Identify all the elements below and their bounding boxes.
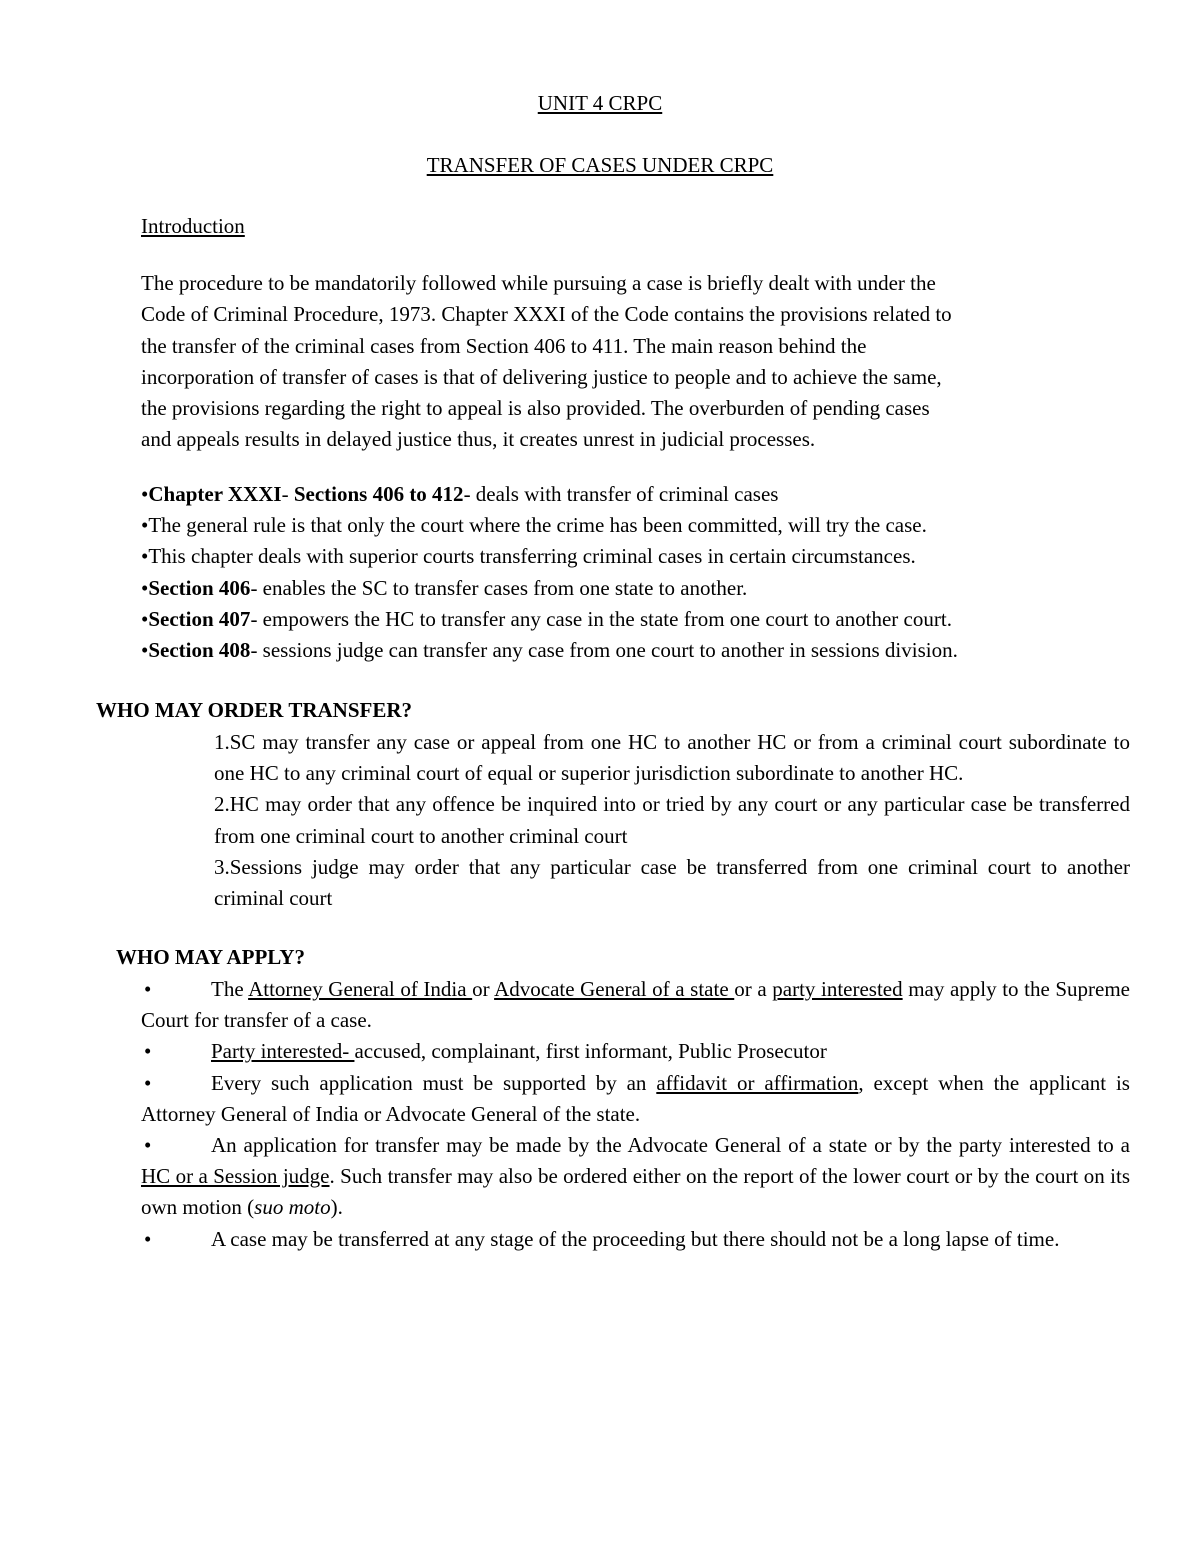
bullet-text: The general rule is that only the court where the crime has been committed, will try the case. bbox=[148, 513, 927, 538]
bold-term: Section 408 bbox=[148, 638, 251, 663]
bullet-mark: • bbox=[141, 482, 149, 506]
bullet-mark: • bbox=[141, 606, 149, 631]
list-item bbox=[141, 541, 958, 572]
order-transfer-heading: WHO MAY ORDER TRANSFER? bbox=[96, 698, 413, 722]
summary-bullet-list bbox=[141, 479, 958, 666]
item-text: Sessions judge may order that any particular case be transferred from one criminal court to another criminal court bbox=[214, 854, 1130, 911]
underlined-term: Party interested- bbox=[211, 1039, 355, 1064]
text-run: An application for transfer may be made by the Advocate General of a state or by the party interested to a bbox=[211, 1133, 1130, 1158]
text-run: may apply to the Supreme Court for transfer of a case. bbox=[141, 977, 1131, 1033]
bullet-text: This chapter deals with superior courts transferring criminal cases in certain circumstances. bbox=[148, 544, 916, 569]
list-item bbox=[141, 1068, 1130, 1130]
item-number: 3. bbox=[214, 854, 230, 879]
bullet-mark: • bbox=[141, 544, 149, 569]
text-run: or a bbox=[734, 977, 773, 1001]
list-item bbox=[141, 1036, 1130, 1067]
intro-line: The procedure to be mandatorily followed while pursuing a case is briefly dealt with under the bbox=[141, 271, 936, 295]
list-item bbox=[141, 479, 958, 510]
list-item bbox=[141, 1224, 1130, 1255]
text-run: A case may be transferred at any stage of the proceeding but there should not be a long lapse of time. bbox=[211, 1226, 1060, 1251]
bullet-mark: • bbox=[144, 1226, 152, 1251]
list-item bbox=[214, 789, 1130, 851]
text-run: Every such application must be supported by an bbox=[211, 1070, 657, 1095]
list-item bbox=[141, 1130, 1130, 1224]
text-run: The bbox=[211, 977, 249, 1001]
italic-term: suo moto bbox=[254, 1195, 331, 1220]
bold-term: Chapter XXXI bbox=[148, 482, 282, 506]
bullet-mark: • bbox=[144, 1133, 152, 1158]
bullet-text: - empowers the HC to transfer any case in the state from one court to another court. bbox=[250, 606, 952, 631]
intro-heading: Introduction bbox=[141, 214, 245, 238]
intro-line: the transfer of the criminal cases from Section 406 to 411. The main reason behind the bbox=[141, 333, 867, 358]
item-text: HC may order that any offence be inquired into or tried by any court or any particular case be transferred from one criminal court to another criminal court bbox=[214, 792, 1130, 848]
text-run: , except when the applicant is Attorney General of India or Advocate General of the state. bbox=[141, 1070, 1130, 1126]
bullet-mark: • bbox=[144, 1070, 152, 1095]
page-title: UNIT 4 CRPC bbox=[537, 91, 663, 115]
list-item bbox=[141, 974, 1130, 1036]
bold-term: Section 406 bbox=[148, 575, 251, 600]
list-item bbox=[141, 510, 958, 541]
text-run: or bbox=[472, 977, 495, 1001]
underlined-term: Attorney General of India bbox=[248, 977, 473, 1001]
bullet-mark: • bbox=[141, 513, 149, 538]
bullet-mark: • bbox=[141, 638, 149, 663]
item-text: SC may transfer any case or appeal from one HC to another HC or from a criminal court subordinate to one HC to any criminal court of equal or superior jurisdiction subordinate to another HC. bbox=[214, 730, 1130, 786]
bold-term: Sections 406 to 412 bbox=[293, 482, 464, 506]
bullet-mark: • bbox=[144, 977, 152, 1001]
intro-line: and appeals results in delayed justice thus, it creates unrest in judicial processes. bbox=[141, 427, 816, 452]
intro-line: Code of Criminal Procedure, 1973. Chapter XXXI of the Code contains the provisions related to bbox=[141, 302, 952, 327]
bullet-mark: • bbox=[141, 575, 149, 600]
underlined-term: party interested bbox=[772, 977, 903, 1001]
list-item bbox=[141, 573, 958, 604]
underlined-term: affidavit or affirmation bbox=[656, 1070, 859, 1095]
intro-line: incorporation of transfer of cases is that of delivering justice to people and to achieve the same, bbox=[141, 364, 942, 389]
item-number: 1. bbox=[214, 730, 230, 754]
separator: - bbox=[281, 482, 294, 506]
item-number: 2. bbox=[214, 792, 230, 817]
who-may-apply-list bbox=[141, 974, 1130, 1255]
text-run: ). bbox=[330, 1195, 343, 1220]
underlined-term: Advocate General of a state bbox=[494, 977, 735, 1001]
bullet-mark: • bbox=[144, 1039, 152, 1064]
bullet-text: - enables the SC to transfer cases from one state to another. bbox=[250, 575, 748, 600]
order-transfer-list bbox=[214, 727, 1130, 914]
text-run: . Such transfer may also be ordered either on the report of the lower court or by the court on its own motion ( bbox=[141, 1164, 1130, 1220]
list-item bbox=[214, 852, 1130, 914]
underlined-term: HC or a Session judge bbox=[141, 1164, 330, 1189]
bold-term: Section 407 bbox=[148, 606, 251, 631]
page-subtitle: TRANSFER OF CASES UNDER CRPC bbox=[426, 153, 774, 177]
intro-line: the provisions regarding the right to appeal is also provided. The overburden of pending cases bbox=[141, 396, 930, 421]
list-item bbox=[141, 604, 958, 635]
list-item bbox=[214, 727, 1130, 789]
bullet-text: - deals with transfer of criminal cases bbox=[463, 482, 779, 506]
intro-paragraph bbox=[141, 268, 1061, 456]
text-run: accused, complainant, first informant, Public Prosecutor bbox=[354, 1039, 827, 1064]
list-item bbox=[141, 635, 958, 666]
bullet-text: - sessions judge can transfer any case from one court to another in sessions division. bbox=[250, 638, 958, 663]
who-may-apply-heading: WHO MAY APPLY? bbox=[116, 945, 306, 969]
